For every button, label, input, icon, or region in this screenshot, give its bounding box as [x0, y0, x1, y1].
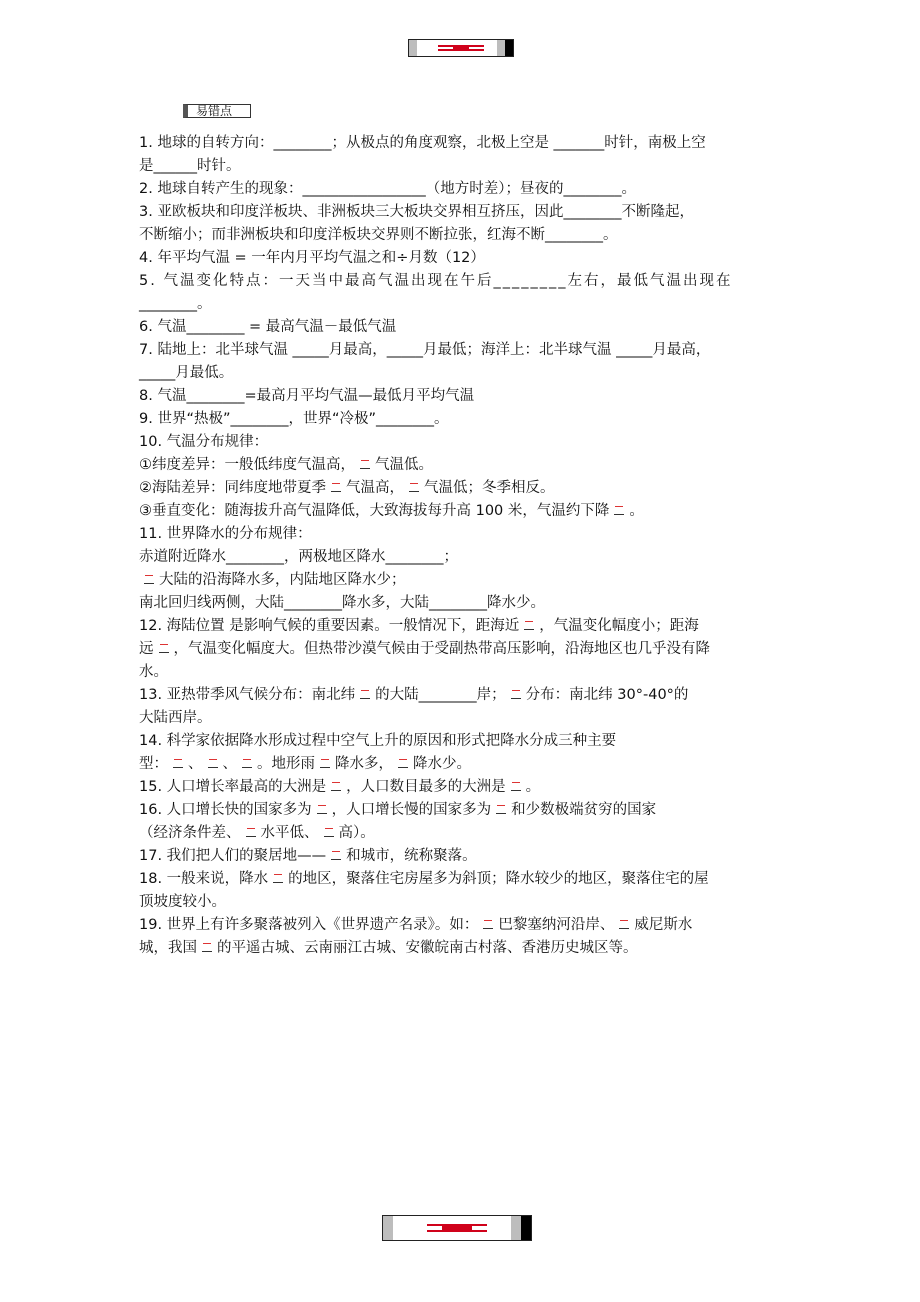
text-line: 大陆西岸。 [139, 710, 212, 726]
header-decoration [408, 39, 514, 57]
text-line [139, 477, 784, 500]
text-line [139, 937, 784, 960]
blank-mark [483, 918, 493, 929]
text-line [139, 868, 784, 891]
text-fragment: 。地形雨 [257, 756, 315, 772]
blank-mark [208, 757, 218, 768]
text-fragment: ，气温变化幅度小；距海 [539, 618, 699, 634]
document-body [139, 132, 784, 960]
text-line: 14. 科学家依据降水形成过程中空气上升的原因和形式把降水分成三种主要 [139, 733, 617, 749]
text-fragment: 17. 我们把人们的聚居地—— [139, 848, 327, 864]
blank-mark [511, 780, 521, 791]
blank-mark [246, 826, 256, 837]
text-fragment: 气温高， [346, 480, 404, 496]
text-fragment: ③垂直变化：随海拔升高气温降低，大致海拔每升高 100 米，气温约下降 [139, 503, 610, 519]
text-fragment: 。 [629, 503, 644, 519]
text-fragment: 的大陆________岸； [375, 687, 506, 703]
text-fragment: 、 [222, 756, 237, 772]
blank-mark [409, 481, 419, 492]
text-fragment: 18. 一般来说，降水 [139, 871, 269, 887]
text-fragment: 12. 海陆位置 是影响气候的重要因素。一般情况下，距海近 [139, 618, 520, 634]
blank-mark [273, 872, 283, 883]
text-line: 不断缩小；而非洲板块和印度洋板块交界则不断拉张，红海不断________。 [139, 227, 618, 243]
text-line: 水。 [139, 664, 168, 680]
text-line: 3. 亚欧板块和印度洋板块、非洲板块三大板块交界相互挤压，因此________不断隆起， [139, 204, 694, 220]
text-fragment: ，人口数目最多的大洲是 [346, 779, 506, 795]
text-line [139, 822, 784, 845]
text-line: 是______时针。 [139, 158, 241, 174]
text-fragment: ①纬度差异：一般低纬度气温高， [139, 457, 355, 473]
text-line [139, 454, 784, 477]
text-line: 4. 年平均气温 = 一年内月平均气温之和÷月数（12） [139, 250, 485, 266]
text-line: ________。 [139, 296, 212, 312]
text-fragment: 、 [188, 756, 203, 772]
blank-mark [360, 458, 370, 469]
blank-mark [360, 688, 370, 699]
text-line [139, 914, 784, 937]
blank-mark [511, 688, 521, 699]
blank-mark [331, 780, 341, 791]
blank-mark [324, 826, 334, 837]
text-fragment: 巴黎塞纳河沿岸、 [498, 917, 615, 933]
text-line [139, 684, 784, 707]
text-fragment: 的平遥古城、云南丽江古城、安徽皖南古村落、香港历史城区等。 [217, 940, 638, 956]
blank-mark [614, 504, 624, 515]
text-line: _____月最低。 [139, 365, 234, 381]
text-line: 8. 气温________=最高月平均气温—最低月平均气温 [139, 388, 475, 404]
blank-mark [331, 481, 341, 492]
text-line: 7. 陆地上：北半球气温 _____月最高，_____月最低；海洋上：北半球气温 _____月最高， [139, 342, 711, 358]
blank-mark [496, 803, 506, 814]
text-fragment: （经济条件差、 [139, 825, 241, 841]
text-fragment: 大陆的沿海降水多，内陆地区降水少； [159, 572, 406, 588]
text-fragment: 气温低；冬季相反。 [424, 480, 555, 496]
text-fragment: 威尼斯水 [634, 917, 693, 933]
text-fragment: 气温低。 [375, 457, 433, 473]
blank-mark [331, 849, 341, 860]
text-fragment: 分布：南北纬 30°-40°的 [525, 687, 689, 703]
text-fragment: 16. 人口增长快的国家多为 [139, 802, 312, 818]
text-fragment: 和城市，统称聚落。 [346, 848, 477, 864]
text-fragment: 城，我国 [139, 940, 197, 956]
blank-mark [619, 918, 629, 929]
text-line: 6. 气温________ = 最高气温－最低气温 [139, 319, 397, 335]
text-fragment: 降水多， [335, 756, 393, 772]
text-fragment: 水平低、 [260, 825, 319, 841]
text-line [139, 845, 784, 868]
text-fragment: 高）。 [338, 825, 375, 841]
text-line: 顶坡度较小。 [139, 894, 226, 910]
blank-mark [173, 757, 183, 768]
text-fragment: 。 [525, 779, 541, 795]
blank-mark [242, 757, 252, 768]
section-tag: 易错点 [183, 104, 251, 118]
blank-mark [398, 757, 408, 768]
text-fragment: ，人口增长慢的国家多为 [331, 802, 492, 818]
text-line [139, 799, 784, 822]
text-fragment: 型： [139, 756, 168, 772]
text-line: 南北回归线两侧，大陆________降水多，大陆________降水少。 [139, 595, 545, 611]
text-fragment: 和少数极端贫穷的国家 [511, 802, 657, 818]
text-fragment: 降水少。 [413, 756, 471, 772]
text-fragment: 19. 世界上有许多聚落被列入《世界遗产名录》。如： [139, 917, 479, 933]
blank-mark [320, 757, 330, 768]
text-fragment: ②海陆差异：同纬度地带夏季 [139, 480, 326, 496]
blank-mark [159, 642, 169, 653]
text-line [139, 753, 784, 776]
text-line: 2. 地球自转产生的现象：_________________（地方时差）；昼夜的________。 [139, 181, 636, 197]
blank-mark [317, 803, 327, 814]
text-fragment: 13. 亚热带季风气候分布：南北纬 [139, 687, 356, 703]
text-line [139, 569, 784, 592]
text-line [139, 638, 784, 661]
text-line: 5. 气温变化特点：一天当中最高气温出现在午后________左右，最低气温出现在 [139, 273, 733, 289]
text-line [139, 615, 784, 638]
text-fragment: ，气温变化幅度大。但热带沙漠气候由于受副热带高压影响，沿海地区也几乎没有降 [173, 641, 710, 657]
text-fragment: 15. 人口增长率最高的大洲是 [139, 779, 327, 795]
text-line: 1. 地球的自转方向：________；从极点的角度观察，北极上空是 _______时针，南极上空 [139, 135, 706, 151]
blank-mark [202, 941, 212, 952]
text-line: 赤道附近降水________，两极地区降水________； [139, 549, 458, 565]
footer-decoration [382, 1215, 532, 1241]
text-line [139, 500, 784, 523]
blank-mark [144, 573, 154, 584]
text-fragment: 的地区，聚落住宅房屋多为斜顶；降水较少的地区，聚落住宅的屋 [288, 871, 709, 887]
text-line: 11. 世界降水的分布规律： [139, 526, 312, 542]
text-line [139, 776, 784, 799]
blank-mark [524, 619, 534, 630]
text-line: 10. 气温分布规律： [139, 434, 269, 450]
text-line: 9. 世界“热极”________，世界“冷极”________。 [139, 411, 449, 427]
text-fragment: 远 [139, 641, 154, 657]
